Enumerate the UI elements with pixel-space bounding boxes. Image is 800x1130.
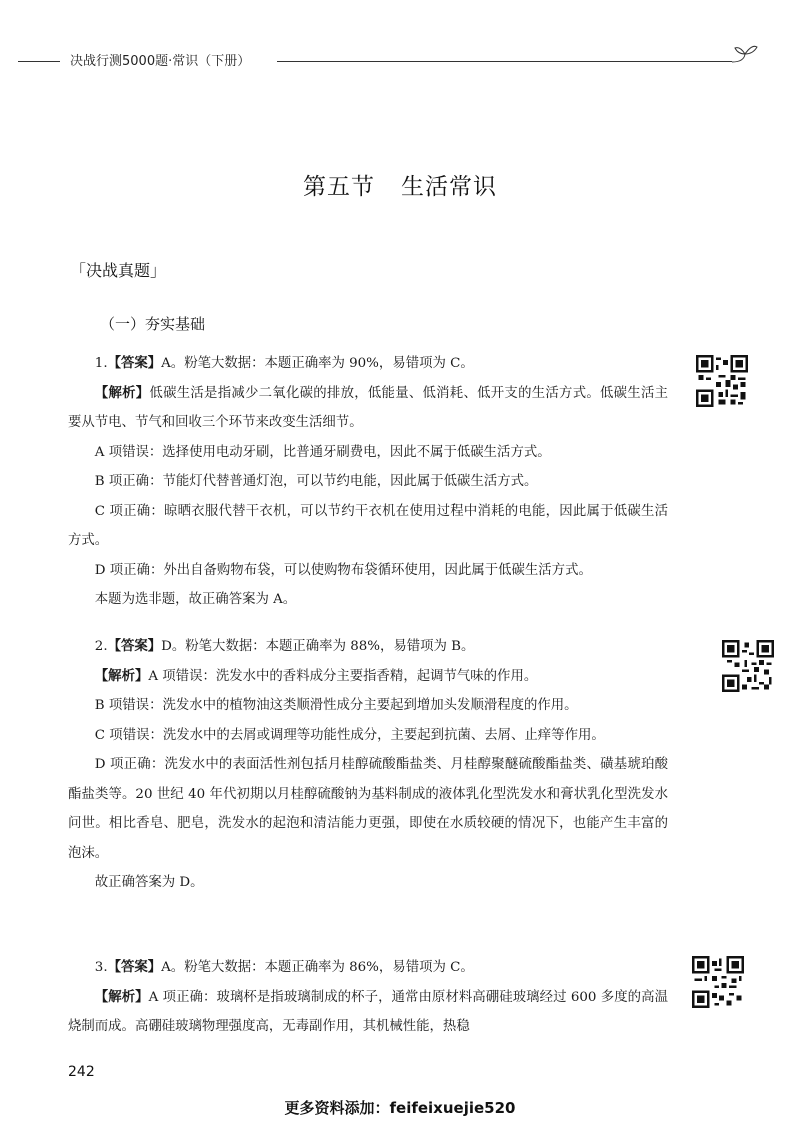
header-rule-left	[18, 61, 60, 62]
analysis-item: D 项正确：外出自备购物布袋，可以使购物布袋循环使用，因此属于低碳生活方式。	[94, 562, 592, 578]
analysis-paragraph: 【解析】低碳生活是指减少二氧化碳的排放，低能量、低消耗、低开支的生活方式。低碳生活主要从节电、节气和回收三个环节来改变生活细节。	[68, 385, 669, 430]
answer-line: 1.【答案】A。粉笔大数据：本题正确率为 90%，易错项为 C。	[94, 356, 474, 371]
answer-block-1	[68, 349, 668, 615]
subheading: 「决战真题」	[70, 261, 167, 280]
running-header	[0, 40, 800, 80]
page-number: 242	[68, 1064, 95, 1080]
sprout-icon	[730, 42, 760, 66]
header-rule-right	[277, 61, 732, 62]
footer-note: 更多资料添加：feifeixuejie520	[284, 1099, 516, 1117]
answer-block-2	[68, 632, 668, 898]
analysis-item: C 项正确：晾晒衣服代替干衣机，可以节约干衣机在使用过程中消耗的电能，因此属于低碳生活方式。	[68, 503, 668, 548]
answer-block-3	[68, 953, 668, 1042]
analysis-item: 本题为选非题，故正确答案为 A。	[94, 592, 297, 607]
sub-subheading: （一）夯实基础	[100, 315, 206, 333]
analysis-item: D 项正确：洗发水中的表面活性剂包括月桂醇硫酸酯盐类、月桂醇聚醚硫酸酯盐类、磺基琥珀酸酯盐类等。20 世纪 40 年代初期以月桂醇硫酸钠为基料制成的液体乳化型洗发水和膏状乳化型洗发水问世。相比香皂、肥皂，洗发水的起泡和清洁能力更强，即使在水质较硬的情况下，也能产生丰富的泡沫。	[68, 757, 668, 861]
analysis-item: A 项错误：选择使用电动牙刷，比普通牙刷费电，因此不属于低碳生活方式。	[94, 444, 551, 460]
analysis-item: B 项正确：节能灯代替普通灯泡，可以节约电能，因此属于低碳生活方式。	[94, 474, 538, 489]
answer-line: 3.【答案】A。粉笔大数据：本题正确率为 86%，易错项为 C。	[94, 960, 474, 975]
analysis-item: B 项错误：洗发水中的植物油这类顺滑性成分主要起到增加头发顺滑程度的作用。	[94, 698, 578, 713]
analysis-item: 故正确答案为 D。	[94, 875, 204, 890]
analysis-paragraph: 【解析】A 项正确：玻璃杯是指玻璃制成的杯子，通常由原材料高硼硅玻璃经过 600 多度的高温烧制而成。高硼硅玻璃物理强度高，无毒副作用，其机械性能，热稳	[68, 989, 669, 1034]
qr-code-icon[interactable]	[722, 640, 774, 692]
qr-code-icon[interactable]	[692, 956, 744, 1008]
answer-line: 2.【答案】D。粉笔大数据：本题正确率为 88%，易错项为 B。	[94, 639, 475, 654]
qr-code-icon[interactable]	[696, 355, 748, 407]
section-title-text: 生活常识	[401, 174, 497, 200]
analysis-item: C 项错误：洗发水中的去屑或调理等功能性成分，主要起到抗菌、去屑、止痒等作用。	[94, 727, 605, 743]
section-title	[0, 168, 800, 201]
section-title-number: 第五节	[303, 174, 375, 200]
analysis-paragraph: 【解析】A 项错误：洗发水中的香料成分主要指香精，起调节气味的作用。	[94, 668, 538, 684]
header-title: 决战行测5000题·常识（下册）	[70, 54, 251, 69]
